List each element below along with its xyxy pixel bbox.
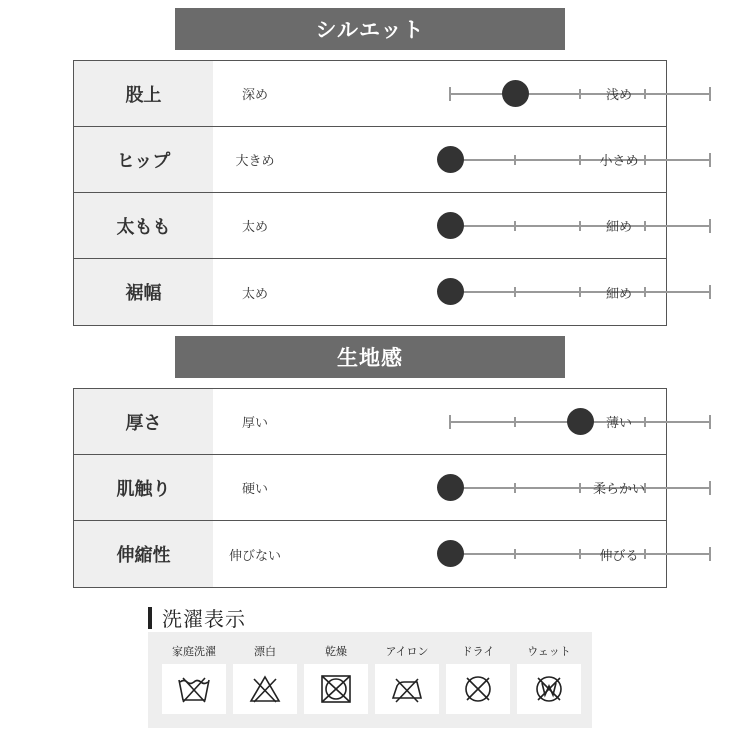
texture-header: 生地感 — [175, 336, 565, 378]
slider-knob — [502, 80, 529, 107]
scale-left-label: 太め — [241, 220, 268, 235]
scale-right-label: 小さめ — [599, 154, 639, 169]
row-label: 太もも — [74, 193, 213, 258]
slider-tick — [709, 547, 711, 561]
slider-tick — [514, 417, 516, 427]
rating-scale — [213, 389, 666, 454]
scale-left-label: 大きめ — [235, 154, 275, 169]
silhouette-row-rise — [74, 61, 666, 127]
no-dry-clean-icon — [446, 664, 510, 714]
no-home-wash-icon — [162, 664, 226, 714]
slider-tick — [514, 221, 516, 231]
wash-item-dry-clean — [445, 632, 511, 728]
scale-left-label: 太め — [241, 286, 268, 302]
slider-tick — [514, 549, 516, 559]
scale-left-label: 硬い — [241, 482, 268, 497]
slider-tick — [709, 481, 711, 495]
no-tumble-dry-icon — [304, 664, 368, 714]
wash-item-iron — [374, 632, 440, 728]
silhouette-row-hem — [74, 259, 666, 325]
wash-item-wet-clean — [516, 632, 582, 728]
row-label: 裾幅 — [74, 259, 213, 325]
scale-left-label: 伸びない — [228, 548, 281, 564]
wash-label: 漂白 — [254, 645, 276, 658]
rating-scale — [213, 127, 666, 192]
washing-title — [148, 603, 246, 632]
slider-knob — [437, 278, 464, 305]
no-wet-clean-icon — [517, 664, 581, 714]
scale-right-label: 柔らかい — [592, 482, 645, 497]
wash-label: ウェット — [527, 645, 571, 658]
slider-tick — [709, 153, 711, 167]
texture-row-stretch — [74, 521, 666, 587]
no-iron-icon — [375, 664, 439, 714]
wash-item-dry — [303, 632, 369, 728]
slider-knob — [437, 146, 464, 173]
row-label: 厚さ — [74, 389, 213, 454]
no-bleach-icon — [233, 664, 297, 714]
slider-tick — [709, 285, 711, 299]
scale-left-label: 深め — [241, 88, 268, 103]
title-bar — [148, 607, 152, 629]
row-label: 肌触り — [74, 455, 213, 520]
wash-label: 家庭洗濯 — [172, 645, 216, 658]
scale-right-label: 細め — [605, 220, 632, 235]
rating-scale — [213, 455, 666, 520]
slider-tick — [449, 415, 451, 429]
slider-knob — [437, 212, 464, 239]
slider-knob — [437, 474, 464, 501]
scale-right-label: 薄い — [605, 416, 632, 431]
texture-table — [73, 388, 667, 588]
wash-label: アイロン — [385, 645, 429, 658]
slider-tick — [709, 219, 711, 233]
slider-knob — [437, 540, 464, 567]
row-label: ヒップ — [74, 127, 213, 192]
silhouette-header: シルエット — [175, 8, 565, 50]
slider-tick — [709, 415, 711, 429]
wash-item-home-wash — [161, 632, 227, 728]
slider-tick — [709, 87, 711, 101]
row-label: 股上 — [74, 61, 213, 126]
scale-left-label: 厚い — [241, 416, 268, 431]
slider-tick — [514, 287, 516, 297]
silhouette-row-hip — [74, 127, 666, 193]
row-label: 伸縮性 — [74, 521, 213, 587]
silhouette-table — [73, 60, 667, 326]
rating-scale — [213, 521, 666, 587]
silhouette-row-thigh — [74, 193, 666, 259]
rating-scale — [213, 193, 666, 258]
washing-panel — [148, 632, 592, 728]
wash-item-bleach — [232, 632, 298, 728]
wash-label: ドライ — [461, 645, 495, 658]
rating-scale — [213, 61, 666, 126]
scale-right-label: 浅め — [605, 88, 632, 103]
wash-label: 乾燥 — [325, 645, 347, 658]
slider-tick — [514, 155, 516, 165]
texture-row-feel — [74, 455, 666, 521]
scale-right-label: 細め — [605, 286, 632, 302]
slider-tick — [514, 483, 516, 493]
texture-row-thickness — [74, 389, 666, 455]
washing-title-text: 洗濯表示 — [162, 607, 246, 631]
scale-right-label: 伸びる — [599, 548, 639, 564]
rating-scale — [213, 259, 666, 325]
slider-tick — [449, 87, 451, 101]
